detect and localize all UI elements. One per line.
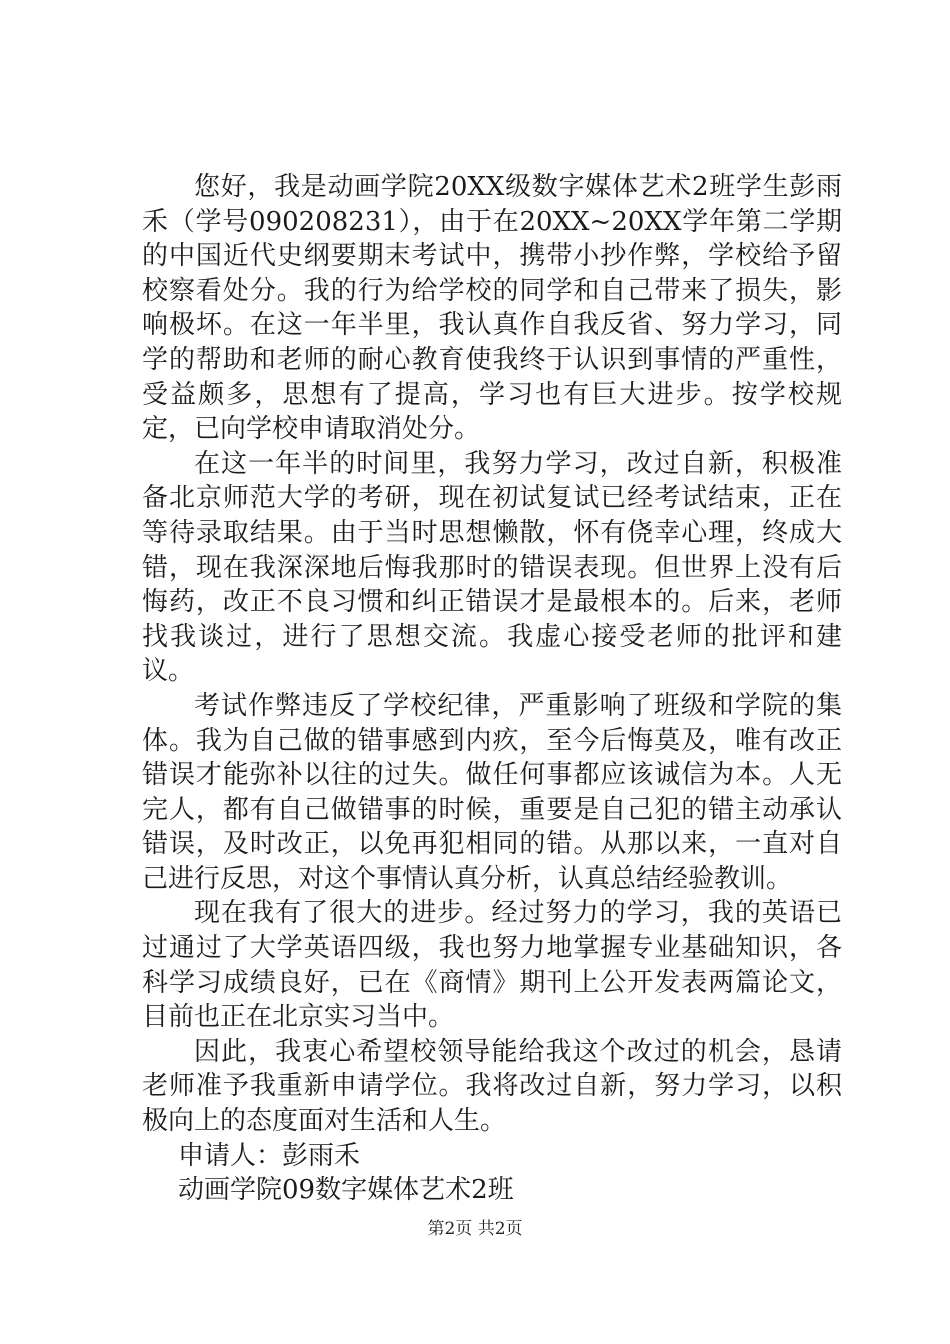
page-number: 第2页 共2页 (427, 1219, 523, 1239)
applicant-signature: 申请人：彭雨禾 (178, 1140, 361, 1171)
paragraph-reflection: 考试作弊违反了学校纪律，严重影响了班级和学院的集体。我为自己做的错事感到内疚，至今后悔莫及，唯有改正错误才能弥补以往的过失。做任何事都应该诚信为本。人无完人，都有自己做错事的时候，重要是自己犯的错主动承认错误，及时改正，以免再犯相同的错。从那以来，一直对自己进行反思，对这个事情认真分析，认真总结经验教训。 (142, 690, 842, 894)
letter-body (142, 170, 842, 1208)
paragraph-request: 因此，我衷心希望校领导能给我这个改过的机会，恳请老师准予我重新申请学位。我将改过自新，努力学习，以积极向上的态度面对生活和人生。 (142, 1036, 842, 1137)
paragraph-achievements: 现在我有了很大的进步。经过努力的学习，我的英语已过通过了大学英语四级，我也努力地掌握专业基础知识，各科学习成绩良好，已在《商情》期刊上公开发表两篇论文，目前也正在北京实习当中。 (142, 898, 842, 1033)
paragraph-intro: 您好，我是动画学院20XX级数字媒体艺术2班学生彭雨禾（学号090208231），由于在20XX~20XX学年第二学期的中国近代史纲要期末考试中，携带小抄作弊，学校给予留校察看处分。我的行为给学校的同学和自己带来了损失，影响极坏。在这一年半里，我认真作自我反省、努力学习，同学的帮助和老师的耐心教育使我终于认识到事情的严重性，受益颇多，思想有了提高，学习也有巨大进步。按学校规定，已向学校申请取消处分。 (142, 172, 842, 445)
applicant-department: 动画学院09数字媒体艺术2班 (178, 1175, 514, 1206)
paragraph-progress: 在这一年半的时间里，我努力学习，改过自新，积极准备北京师范大学的考研，现在初试复试已经考试结束，正在等待录取结果。由于当时思想懒散，怀有侥幸心理，终成大错，现在我深深地后悔我那时的错误表现。但世界上没有后悔药，改正不良习惯和纠正错误才是最根本的。后来，老师找我谈过，进行了思想交流。我虚心接受老师的批评和建议。 (142, 448, 842, 687)
